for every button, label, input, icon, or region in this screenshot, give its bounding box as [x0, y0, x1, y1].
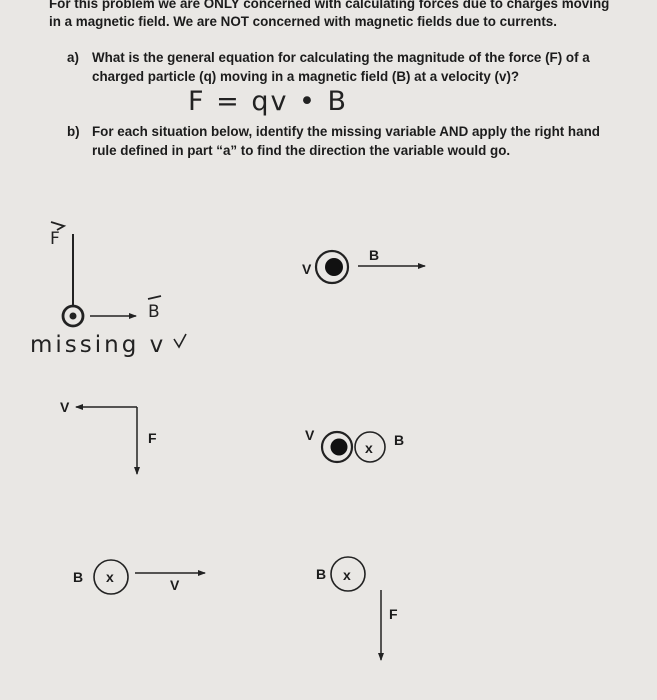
intro-line-1: For this problem we are ONLY concerned with calculating forces due to charges moving — [49, 0, 610, 11]
diagram-1 — [51, 222, 186, 347]
diagram-6 — [331, 557, 381, 660]
diagram-3 — [76, 407, 137, 474]
diagram-4 — [322, 432, 385, 462]
field-label-d6: B — [316, 566, 327, 582]
force-label-d6: F — [389, 606, 398, 622]
part-b-marker: b) — [67, 124, 80, 139]
velocity-label-d3: V — [60, 399, 70, 415]
field-label-d5: B — [73, 569, 84, 585]
part-a-line-2: charged particle (q) moving in a magnetic field (B) at a velocity (v)? — [92, 69, 520, 84]
into-symbol-d4: x — [365, 440, 373, 456]
force-label-d1: F — [50, 229, 60, 249]
handwritten-missing-note: missing v — [30, 332, 167, 358]
field-label-d1: B — [148, 302, 160, 322]
part-b-line-1: For each situation below, identify the missing variable AND apply the right hand — [92, 124, 600, 139]
part-a-line-1: What is the general equation for calculating the magnitude of the force (F) of a — [92, 50, 590, 65]
field-label-d2: B — [369, 247, 380, 263]
velocity-label-d4: V — [305, 427, 315, 443]
field-vector-hat-d1 — [148, 296, 161, 299]
velocity-label-d5: V — [170, 577, 180, 593]
into-symbol-d5: x — [106, 569, 114, 585]
velocity-checkmark-d1 — [174, 334, 186, 347]
part-b-line-2: rule defined in part “a” to find the direction the variable would go. — [92, 143, 511, 158]
force-label-d3: F — [148, 430, 157, 446]
handwritten-equation: F = qv • B — [188, 86, 349, 117]
into-symbol-d6: x — [343, 567, 351, 583]
velocity-label-d2: V — [302, 261, 312, 277]
part-a-marker: a) — [67, 50, 79, 65]
intro-line-2: in a magnetic field. We are NOT concerned with magnetic fields due to currents. — [49, 14, 557, 29]
field-label-d4: B — [394, 432, 405, 448]
